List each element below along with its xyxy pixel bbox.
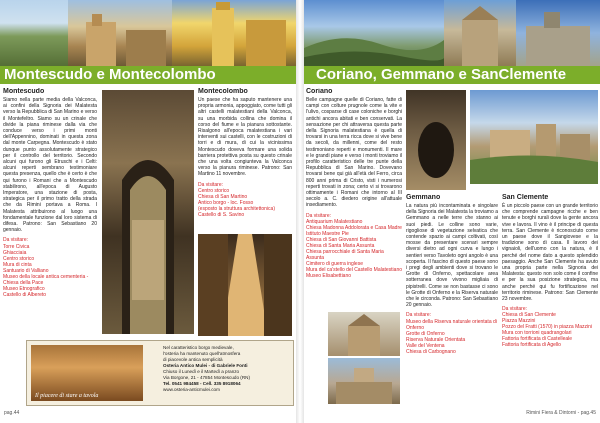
- coriano-church-photo: [328, 312, 400, 356]
- list-item: Museo della locale antica cementeria - Chiesa della Pace: [3, 273, 89, 286]
- village-photo: [0, 0, 68, 66]
- left-page-title: Montescudo e Montecolombo: [0, 66, 296, 84]
- list-item: Mura con torrioni quadrangolari: [502, 330, 572, 337]
- list-item: Castello di Albereto: [3, 291, 47, 298]
- list-item: Fattoria fortificata di Agello: [502, 342, 561, 349]
- list-item: Chiesa di Santa Maria Assunta: [306, 242, 375, 249]
- church-icon: [328, 312, 400, 356]
- montecolombo-visit-label: Da visitare:: [198, 181, 224, 188]
- list-item: Valle del Ventena: [406, 342, 445, 349]
- list-item: Museo Etnografico: [3, 285, 45, 292]
- right-page-title: Coriano, Gemmano e SanClemente: [304, 66, 600, 84]
- list-item: Centro storico: [3, 255, 35, 262]
- village-icon: [470, 90, 598, 184]
- list-item: Pozzo del Fratti (1570) in piazza Mazzini: [502, 324, 593, 331]
- list-item: Chiesa parrocchiale di Santa Maria Assunta: [306, 248, 384, 261]
- ad-phone: Tel. 0541 984458 - Cell. 335 8918064: [163, 381, 241, 386]
- ad-text: [163, 345, 291, 393]
- fortress-illustration-icon: [516, 0, 600, 66]
- list-item: Mura di cinta: [3, 261, 32, 268]
- ad-address: Via Borgone, 21 - 47854 Montescudo (RN): [163, 375, 250, 380]
- gemmano-section: [406, 194, 498, 394]
- list-item: Chiesa di San Giovanni Battista: [306, 236, 377, 243]
- list-item: Grotte di Onferno: [406, 330, 445, 337]
- list-item: Antico borgo - loc. Fosso: [198, 199, 254, 206]
- list-item: Chiesa di San Clemente: [502, 312, 556, 319]
- coriano-visit-label: Da visitare:: [306, 212, 332, 219]
- coriano-heading: Coriano: [306, 88, 333, 95]
- gemmano-village-photo: [470, 90, 598, 184]
- gemmano-visit-label: Da visitare:: [406, 312, 432, 319]
- montescudo-visit-list: [3, 244, 97, 298]
- montecolombo-section: [198, 88, 292, 228]
- montescudo-heading: Montescudo: [3, 88, 45, 95]
- sanclemente-section: [502, 194, 598, 406]
- list-item: Torre Civica: [3, 243, 30, 250]
- list-item: Mura del ca'stello del Castello Malatestiano: [306, 266, 402, 273]
- hills-photo: [300, 0, 444, 66]
- montescudo-section: [3, 88, 97, 338]
- tower-illustration-icon: [172, 0, 300, 66]
- list-item: Fattoria fortificata di Castelleale: [502, 336, 573, 343]
- montecolombo-body: Un paese che ha saputo mantenere una propria armonia, appoggiato, come tutti gli altri castelli malatestiani della Valconca, su una morbida collina che domina il corso del fiume e la pianura sottostante. Risalgono all'epoca malatestiana i vari interventi sui castelli, con le costruzioni di torri e di mura, di cui la vicinissima Montescudo doveva formare una solida barriera protettiva posta su questo crinale che una volta congiunteva la Valconca verso la pianura riminese. Patrono: San Martino 11 novembre.: [198, 97, 292, 178]
- ad-line: Nel caratteristico borgo medievale,: [163, 345, 234, 350]
- list-item: Museo della Riserva naturale orientata di Onferno: [406, 318, 497, 331]
- church-illustration-icon: [444, 0, 516, 66]
- hills-illustration-icon: [300, 0, 444, 66]
- church-photo: [444, 0, 516, 66]
- castle-illustration-icon: [68, 0, 172, 66]
- coriano-visit-list: [306, 219, 402, 279]
- list-item: (esposto la struttura architettonica): [198, 205, 275, 212]
- sanclemente-body: È un piccolo paese con un grande territorio che comprende campagne ricche e ben tenute e borghi rurali dove la gente ancora vive e lavora. Il vino è il principe di questa terra. San Clemente è riconosciuto come un paese dove il Sangiovese e la tradizione sono di casa. Il lavoro dei vignaioli, dell'uomo con la natura, è il perché del nome dato a questo splendido paesaggio. Anche San Clemente ha avuto una propria parte nella Signoria dei Malatesta: questo non solo come il confine e per la sua posizione strategica, ma anche perché qui fu fortificazione nel territorio riminese. Patrono: San Clemente 23 novembre.: [502, 203, 598, 303]
- montescudo-visit-label: Da visitare:: [3, 237, 29, 244]
- list-item: Piazza Mazzini: [502, 318, 536, 325]
- castle-icon: [328, 358, 400, 404]
- ad-name: Osteria Antico Mulei - di Gabriele Fonti: [163, 363, 248, 368]
- castle-photo: [68, 0, 172, 66]
- sanclemente-visit-list: [502, 312, 598, 348]
- list-item: Chiesa di Carbognano: [406, 348, 456, 355]
- tower-photo: [172, 0, 300, 66]
- osteria-advertisement: [26, 340, 294, 406]
- cave-icon: [406, 90, 466, 190]
- footer-right: Rimini Fiera & Dintorni - pag.45: [526, 410, 596, 416]
- list-item: Castello di S. Savino: [198, 211, 245, 218]
- montecolombo-heading: Montecolombo: [198, 88, 248, 95]
- gemmano-heading: Gemmano: [406, 194, 441, 201]
- ad-caption: Il piacere di stare a tavola: [35, 393, 99, 399]
- ad-line: di piacevole antica semplicità: [163, 357, 223, 362]
- fortress-photo: [516, 0, 600, 66]
- coriano-body: Belle campagne quelle di Coriano, fatte di campi con colture prugnole come la vite e l'ulivo, cosparse di case coloniche e borghi antichi ancora abitati e ben conservati. La sensazione per chi attraversa questa parte della Signoria malatestiana è quella di trovarsi in una terra ricca dove si vive bene da secoli, da millenni, come del resto testimoniano reperti e monumenti. Il mare e le grandi piane e verso i monti troviamo il profilo caratteristico delle tre punte della Repubblica di San Marino. Dovevano trovarsi bene qui già all'età del Ferro, circa 800 anni prima di Cristo, visti i numerosi reperti trovati in zona; certo vi si trovarono ottimamente i Romani che intorno al III secolo a. C. diedero origine all'attuale insediamento.: [306, 97, 402, 209]
- coriano-section: [306, 88, 402, 308]
- arch-icon: [102, 90, 194, 334]
- list-item: Centro storico: [198, 187, 230, 194]
- list-item: Chiesa di San Martino: [198, 193, 248, 200]
- list-item: Riserva Naturale Orientata: [406, 336, 466, 343]
- list-item: Museo Elisabettiano: [306, 272, 352, 279]
- ad-line: l'osteria ha mantenuto quell'atmosfera: [163, 351, 241, 356]
- list-item: Santuario di Valliano: [3, 267, 49, 274]
- list-item: Ghiacciaia: [3, 249, 27, 256]
- page-gutter: [296, 0, 304, 423]
- gemmano-body: La natura più incontaminata e singolare della Signoria dei Malatesta la troviamo a Gemmano a nelle terre che stanno ai suoi piedi. Le colline sono varie, rigogliose di vegetazione selvatica che contende spazio ai campi coltivati, così mosse da presentare scenari sempre diversi dietro ad ogni curva e lungo i sentieri verso Tavoleto ogni angolo è una scoperta. Il fascino di questo paese sono i pregi degli ambienti dove si trovano le Grotte di Onferno, spettacolare area sotterranea dove vivono migliaia di pipistrelli. Come se non bastasse ci sono le Grotte di Onferno e la Riserva naturale che le circonda. Patrono: San Sebastiano 20 gennaio.: [406, 203, 498, 309]
- montescudo-arch-photo: [102, 90, 194, 334]
- montecolombo-visit-list: [198, 188, 292, 218]
- gemmano-cave-photo: [406, 90, 466, 190]
- list-item: Cimitero di guerra inglese: [306, 260, 363, 267]
- ad-closed: Chiuso il Lunedì e il Martedì a pranzo: [163, 369, 240, 374]
- footer-left: pag.44: [4, 410, 20, 416]
- ad-website[interactable]: www.osteria-anticmulei.com: [163, 387, 220, 392]
- list-item: Chiesa Madonna Addolorata e Casa Madre Istituto Maestre Pie: [306, 224, 402, 237]
- montescudo-body: Siamo nella parte media della Valconca, ai confini della Signoria dei Malatesta verso la Repubblica di San Marino e verso il Montefeltro. Siamo su un crinale che divide la piana riminese dalla via che conduce verso i primi monti dell'Appennino, dominati in questa zona dal monte Carpegna. Montescudo è stato dunque punto assolutamente strategico per il controllo del territorio. Secondo alcuni qui furono gli Etruschi e i Celti: alcuni reperti sembrano testimoniare questa presenza, quello che è certo è che qui furono i Romani che a Montescudo stabilirono, all'epoca di Augusto Imperatore, una stazione di posta, strategica per il primo tratto della strada che da Rimini portava a Roma. I Malatesta attribuirono al luogo una fondamentale funzione dal loro sistema di difesa. Patrono: San Sebastiano 20 gennaio.: [3, 97, 97, 234]
- montecolombo-photo: [198, 234, 292, 336]
- sanclemente-heading: San Clemente: [502, 194, 549, 201]
- list-item: Antiquarium Malatestiano: [306, 218, 363, 225]
- alley-icon: [198, 234, 292, 336]
- sanclemente-visit-label: Da visitare:: [502, 306, 528, 313]
- gemmano-visit-list: [406, 319, 498, 355]
- coriano-castle-photo: [328, 358, 400, 404]
